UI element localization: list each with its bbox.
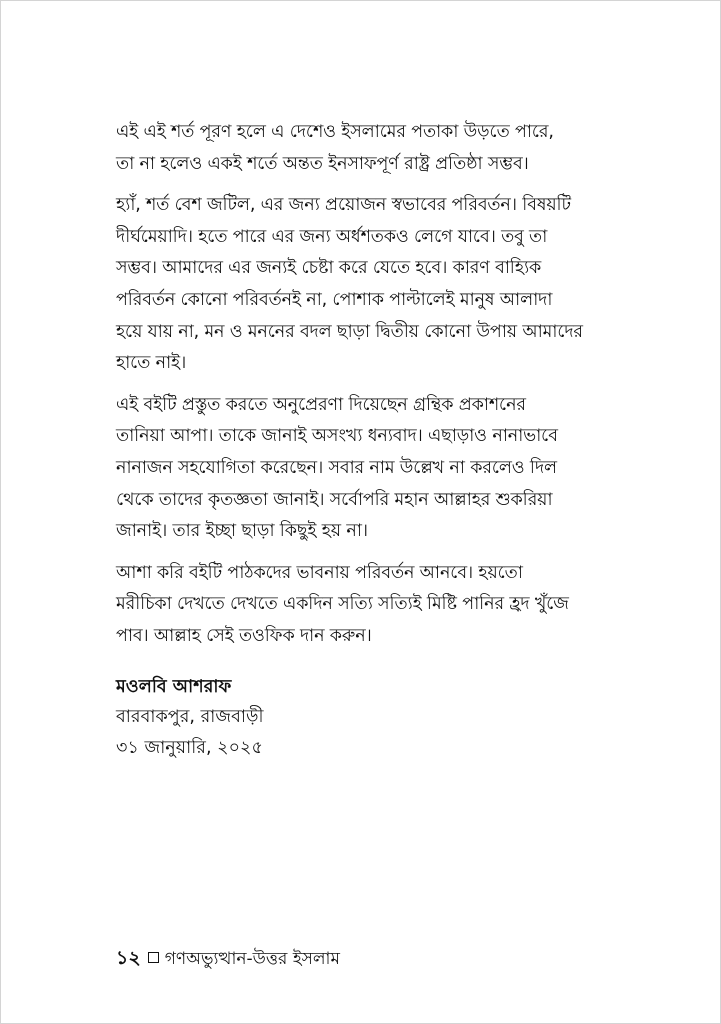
text-line: হাতে নাই। [116,353,187,374]
text-line: আশা করি বইটি পাঠকদের ভাবনায় পরিবর্তন আনবে। হয়তো [116,562,523,583]
text-line: সম্ভব। আমাদের এর জন্যই চেষ্টা করে যেতে হবে। কারণ বাহ্যিক [116,258,542,279]
text-line: নানাজন সহযোগিতা করেছেন। সবার নাম উল্লেখ না করলেও দিল [116,457,557,478]
text-line: হয়ে যায় না, মন ও মননের বদল ছাড়া দ্বিতীয় কোনো উপায় আমাদের [116,321,583,342]
page-body [116,117,610,663]
text-line: তা না হলেও একই শর্তে অন্তত ইনসাফপূর্ণ রাষ্ট্র প্রতিষ্ঠা সম্ভব। [116,153,529,174]
text-line: জানাই। তার ইচ্ছা ছাড়া কিছুই হয় না। [116,521,368,542]
text-line: থেকে তাদের কৃতজ্ঞতা জানাই। সর্বোপরি মহান আল্লাহর শুকরিয়া [116,489,553,510]
square-separator-icon [148,952,159,963]
author-place: বারবাকপুর, রাজবাড়ী [116,707,264,727]
paragraph-hope [116,558,610,653]
text-line: তানিয়া আপা। তাকে জানাই অসংখ্য ধন্যবাদ। এছাড়াও নানাভাবে [116,426,558,447]
signature-block [116,672,610,764]
signature-date: ৩১ জানুয়ারি, ২০২৫ [116,738,263,758]
paragraph-conditions [116,117,610,180]
text-line: পাব। আল্লাহ সেই তওফিক দান করুন। [116,625,372,646]
running-title: গণঅভ্যুত্থান-উত্তর ইসলাম [164,949,340,969]
text-line: মরীচিকা দেখতে দেখতে একদিন সত্যি সত্যিই মিষ্টি পানির হ্রদ খুঁজে [116,594,569,615]
text-line: হ্যাঁ, শর্ত বেশ জটিল, এর জন্য প্রয়োজন স্বভাবের পরিবর্তন। বিষয়টি [116,195,571,216]
text-line: দীর্ঘমেয়াদি। হতে পারে এর জন্য অর্ধশতকও লেগে যাবে। তবু তা [116,226,548,247]
text-line: এই বইটি প্রস্তুত করতে অনুপ্রেরণা দিয়েছেন গ্রন্থিক প্রকাশনের [116,394,526,415]
author-name: মওলবি আশরাফ [116,677,232,697]
text-line: এই এই শর্ত পূরণ হলে এ দেশেও ইসলামের পতাকা উড়তে পারে, [116,122,554,142]
paragraph-change [116,190,610,380]
paragraph-acknowledgement [116,390,610,548]
page-number: ১২ [116,947,141,969]
page-footer [116,947,340,970]
text-line: পরিবর্তন কোনো পরিবর্তনই না, পোশাক পাল্টালেই মানুষ আলাদা [116,289,553,310]
